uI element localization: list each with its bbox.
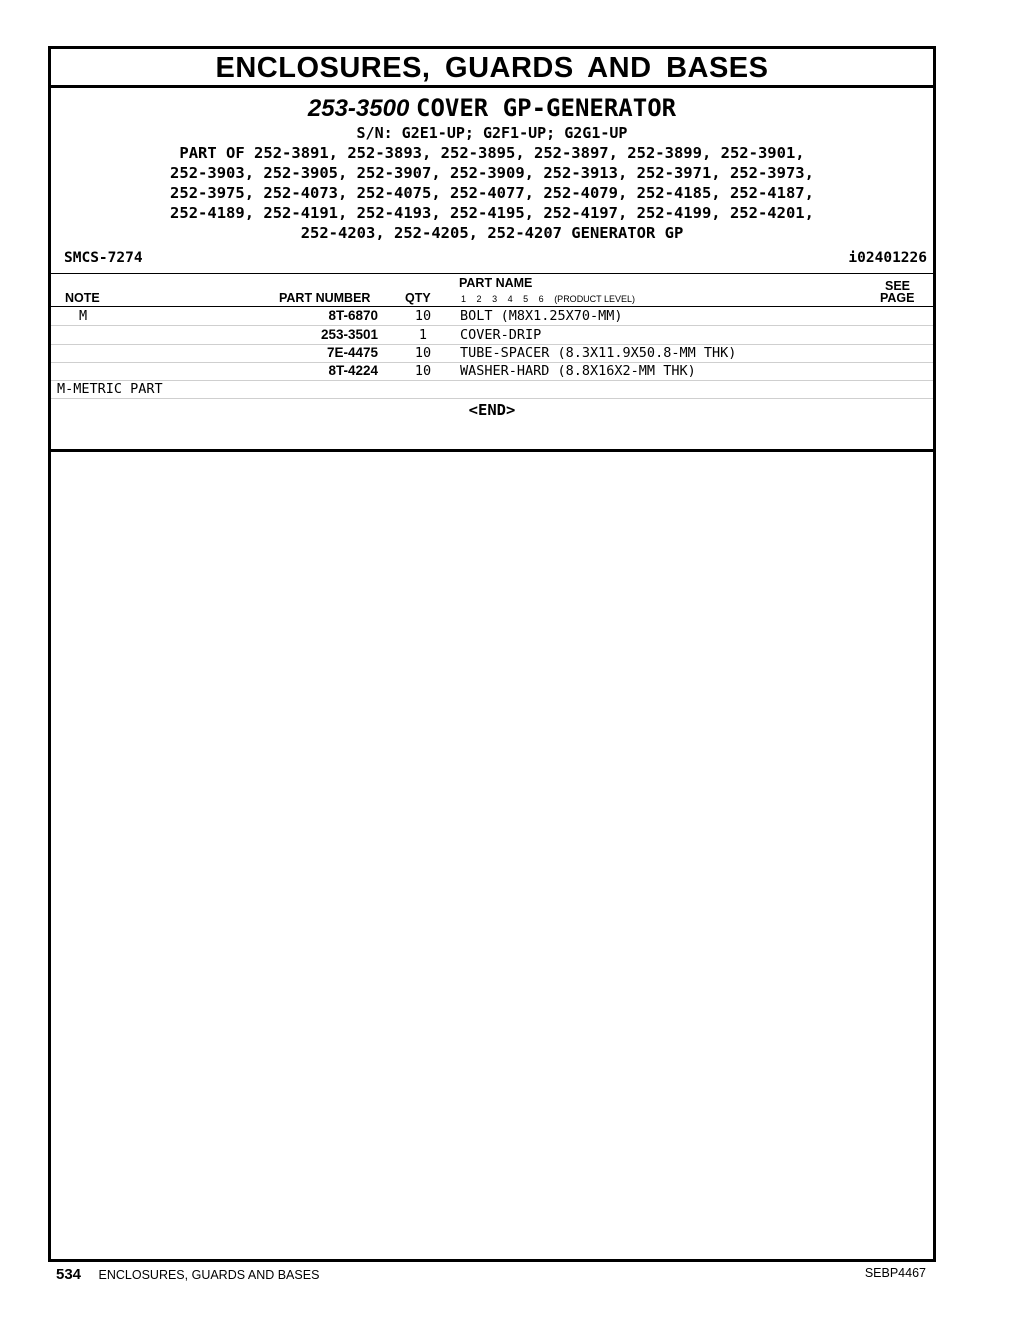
footnote: M-METRIC PART xyxy=(57,381,163,397)
level-label: 6 xyxy=(538,294,544,304)
end-marker: <END> xyxy=(468,401,516,419)
group-header xyxy=(51,88,933,243)
row-part-name: TUBE-SPACER (8.3X11.9X50.8-MM THK) xyxy=(460,345,737,361)
table-row xyxy=(51,344,933,362)
page-number: 534 xyxy=(56,1266,82,1283)
table-row xyxy=(51,307,933,325)
col-qty: QTY xyxy=(405,291,431,305)
part-of-line: 252-3975, 252-4073, 252-4075, 252-4077, 252-4079, 252-4185, 252-4187, xyxy=(170,184,814,202)
footer-section: ENCLOSURES, GUARDS AND BASES xyxy=(98,1268,320,1282)
page-title: ENCLOSURES, GUARDS AND BASES xyxy=(51,49,933,88)
col-see: SEE xyxy=(885,279,911,293)
row-part-name: BOLT (M8X1.25X70-MM) xyxy=(460,308,623,324)
group-number: 253-3500 xyxy=(307,95,410,122)
smcs-code: SMCS-7274 xyxy=(64,250,143,266)
divider xyxy=(51,273,933,274)
row-qty: 10 xyxy=(414,363,432,379)
serial-numbers: S/N: G2E1-UP; G2F1-UP; G2G1-UP xyxy=(356,124,628,142)
level-label: 5 xyxy=(523,294,529,304)
page-footer-left xyxy=(56,1266,319,1283)
group-title xyxy=(51,94,933,123)
row-part-number: 7E-4475 xyxy=(326,345,378,360)
part-of-line: 252-4189, 252-4191, 252-4193, 252-4195, 252-4197, 252-4199, 252-4201, xyxy=(170,204,814,222)
part-of-line: PART OF 252-3891, 252-3893, 252-3895, 252-3897, 252-3899, 252-3901, xyxy=(179,144,805,162)
row-divider xyxy=(51,398,933,399)
row-note: M xyxy=(79,308,88,324)
level-label: 3 xyxy=(492,294,498,304)
col-part-name: PART NAME xyxy=(459,276,533,290)
col-part-number: PART NUMBER xyxy=(279,291,371,305)
row-qty: 10 xyxy=(414,308,432,324)
col-note: NOTE xyxy=(65,291,100,305)
row-divider xyxy=(51,380,933,381)
product-levels xyxy=(461,294,643,304)
row-part-name: WASHER-HARD (8.8X16X2-MM THK) xyxy=(460,363,696,379)
col-page: PAGE xyxy=(880,291,915,305)
group-name: COVER GP-GENERATOR xyxy=(416,94,677,122)
level-caption: (PRODUCT LEVEL) xyxy=(554,294,636,304)
row-part-number: 8T-4224 xyxy=(328,363,378,378)
row-qty: 1 xyxy=(418,327,428,343)
part-of-line: 252-3903, 252-3905, 252-3907, 252-3909, 252-3913, 252-3971, 252-3973, xyxy=(170,164,814,182)
part-of-line: 252-4203, 252-4205, 252-4207 GENERATOR GP xyxy=(300,224,684,242)
row-part-name: COVER-DRIP xyxy=(460,327,542,343)
row-part-number: 8T-6870 xyxy=(328,308,378,323)
level-label: 2 xyxy=(476,294,482,304)
document-id: SEBP4467 xyxy=(864,1266,926,1280)
level-label: 1 xyxy=(461,294,467,304)
section-separator xyxy=(51,449,933,452)
level-label: 4 xyxy=(507,294,513,304)
illustration-id: i02401226 xyxy=(848,250,927,266)
row-part-number: 253-3501 xyxy=(320,327,378,342)
table-row xyxy=(51,326,933,344)
table-row xyxy=(51,362,933,380)
row-qty: 10 xyxy=(414,345,432,361)
page-frame xyxy=(48,46,936,1262)
